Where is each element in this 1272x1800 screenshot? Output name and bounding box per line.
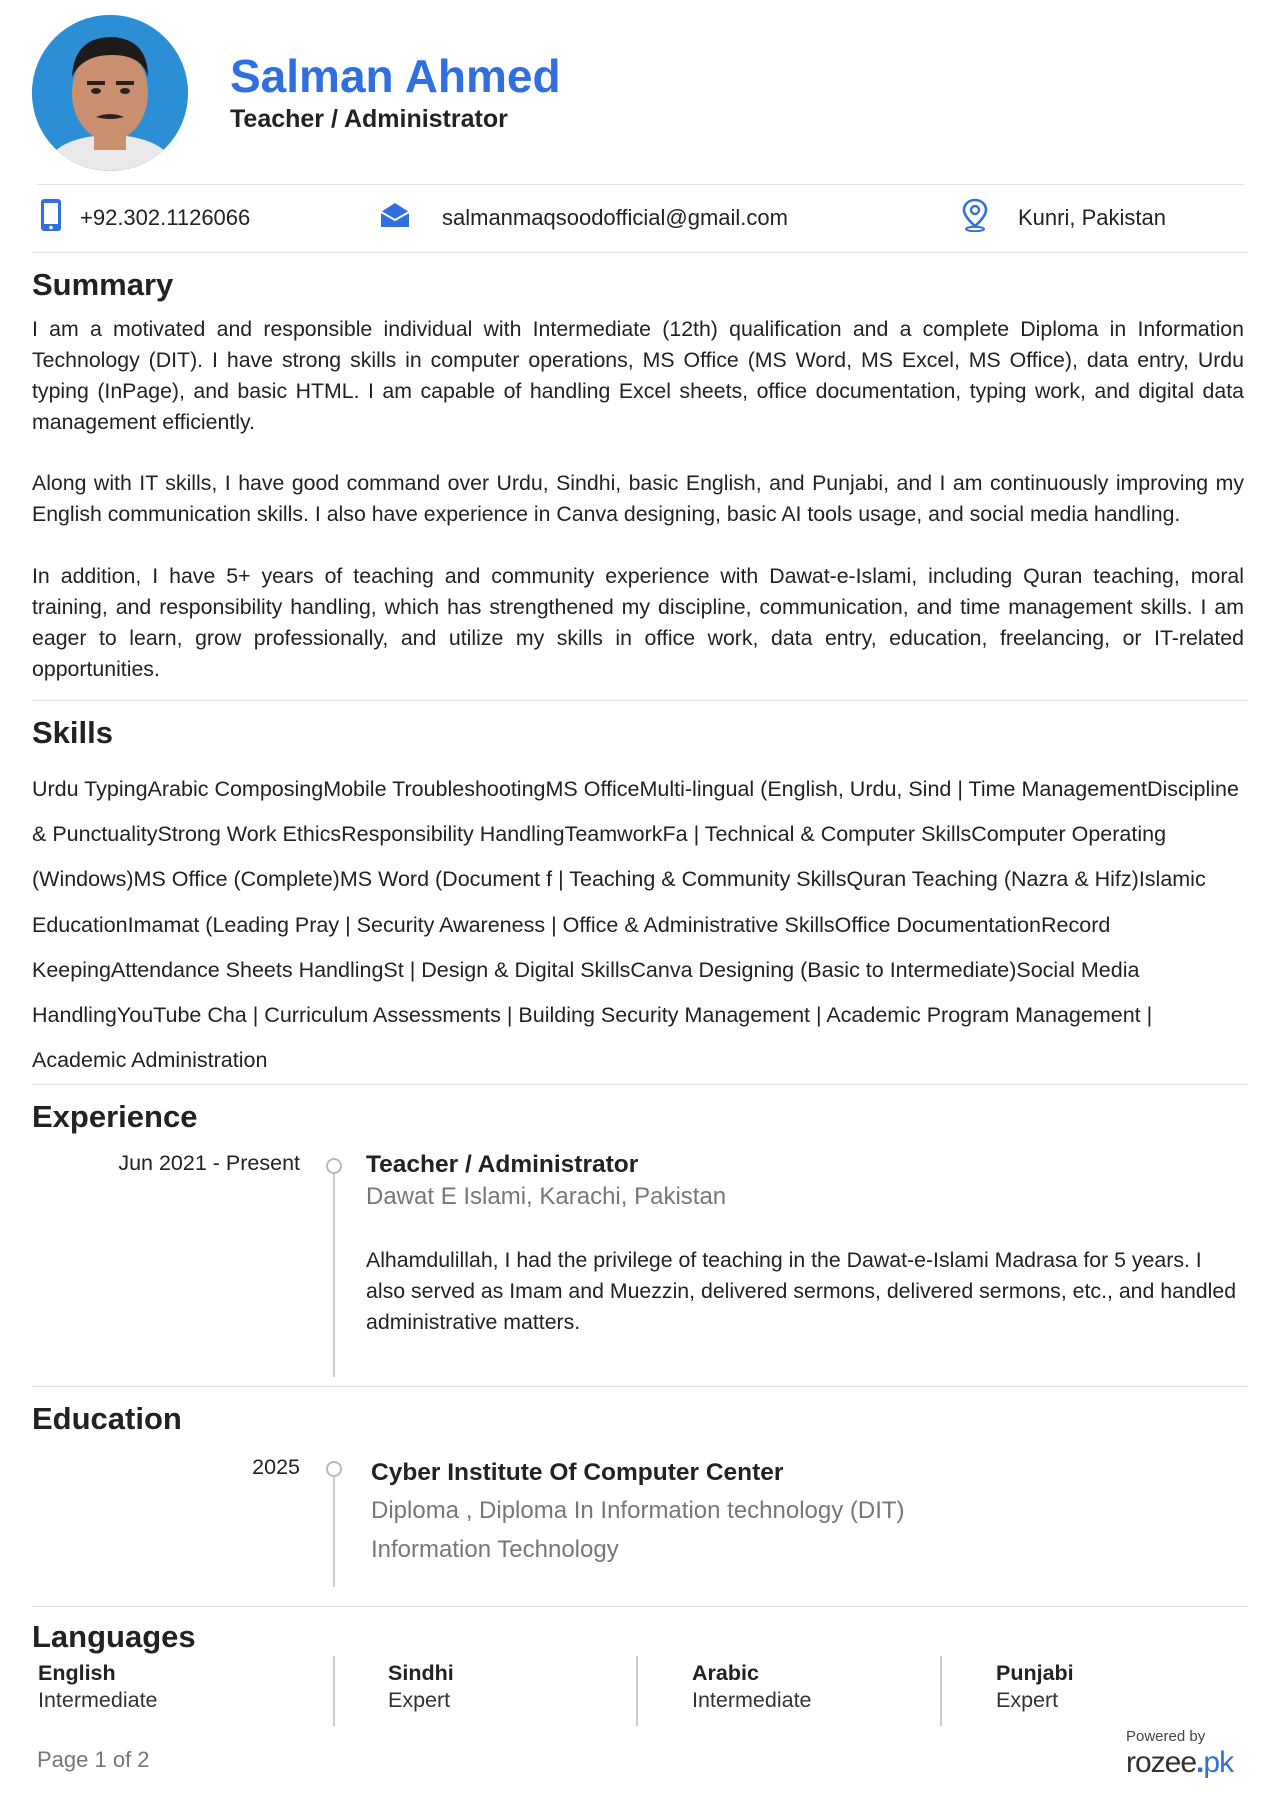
summary-paragraph: I am a motivated and responsible individual with Intermediate (12th) qualification and a complete Diploma in Information Technology (DIT). I have strong skills in computer operations, MS Office (MS Word, MS Excel, MS Office), data entry, Urdu typing (InPage), and basic HTML. I am capable of handling Excel sheets, office documentation, typing work, and digital data management efficiently. <box>32 317 1244 434</box>
language-name: English <box>38 1661 116 1685</box>
email-address[interactable]: salmanmaqsoodofficial@gmail.com <box>442 205 788 230</box>
rozee-logo[interactable] <box>1126 1746 1233 1780</box>
field-of-study: Information Technology <box>371 1536 619 1563</box>
institute-name: Cyber Institute Of Computer Center <box>371 1459 784 1486</box>
company-name: Dawat E Islami, Karachi, Pakistan <box>366 1183 727 1210</box>
language-level: Intermediate <box>692 1688 812 1712</box>
timeline-dot <box>326 1461 342 1477</box>
candidate-role: Teacher / Administrator <box>230 105 508 133</box>
skills-heading: Skills <box>32 715 113 750</box>
divider <box>32 700 1248 701</box>
language-item <box>388 1660 454 1714</box>
page-number: Page 1 of 2 <box>37 1747 150 1772</box>
divider <box>32 1386 1248 1387</box>
language-item <box>38 1660 158 1714</box>
divider <box>37 184 1244 185</box>
summary-paragraph: Along with IT skills, I have good command over Urdu, Sindhi, basic English, and Punjabi, and I am continuously improving my English communication skills. I also have experience in Canva designing, basic AI tools usage, and social media handling. <box>32 471 1244 526</box>
summary-paragraph: In addition, I have 5+ years of teaching and community experience with Dawat-e-Islami, including Quran teaching, moral training, and responsibility handling, which has strengthened my discipline, communication, and time management skills. I am eager to learn, grow professionally, and utilize my skills in office work, data entry, education, freelancing, or IT-related opportunities. <box>32 564 1244 681</box>
job-title: Teacher / Administrator <box>366 1151 639 1178</box>
contact-location <box>962 198 1166 238</box>
language-separator <box>940 1656 942 1726</box>
language-name: Punjabi <box>996 1661 1074 1685</box>
brand-main: rozee <box>1126 1746 1197 1779</box>
timeline-dot <box>326 1158 342 1174</box>
experience-date: Jun 2021 - Present <box>118 1151 300 1175</box>
contact-phone <box>40 198 250 238</box>
phone-icon <box>40 198 62 238</box>
envelope-icon <box>380 202 410 234</box>
experience-heading: Experience <box>32 1099 198 1134</box>
language-separator <box>636 1656 638 1726</box>
avatar <box>32 15 188 171</box>
divider <box>32 1606 1248 1607</box>
language-separator <box>333 1656 335 1726</box>
language-item <box>996 1660 1074 1714</box>
divider <box>32 252 1248 253</box>
degree-name: Diploma , Diploma In Information technology (DIT) <box>371 1497 905 1524</box>
phone-number[interactable]: +92.302.1126066 <box>80 205 251 230</box>
language-item <box>692 1660 812 1714</box>
map-pin-icon <box>962 198 988 238</box>
timeline-line <box>333 1477 335 1587</box>
language-name: Sindhi <box>388 1661 454 1685</box>
education-heading: Education <box>32 1401 182 1436</box>
profile-photo <box>32 15 188 171</box>
language-level: Intermediate <box>38 1688 158 1712</box>
language-level: Expert <box>388 1688 451 1712</box>
powered-by-label: Powered by <box>1126 1728 1206 1745</box>
brand-dot: . <box>1196 1746 1204 1779</box>
summary-heading: Summary <box>32 267 174 302</box>
job-description: Alhamdulillah, I had the privilege of teaching in the Dawat-e-Islami Madrasa for 5 years. I also served as Imam and Muezzin, delivered sermons, delivered sermons, etc., and handled administrative matters. <box>366 1248 1237 1334</box>
languages-heading: Languages <box>32 1619 196 1654</box>
divider <box>32 1084 1248 1085</box>
candidate-name: Salman Ahmed <box>230 50 561 102</box>
education-date: 2025 <box>252 1455 300 1479</box>
language-name: Arabic <box>692 1661 759 1685</box>
timeline-line <box>333 1171 335 1377</box>
skills-list: Urdu TypingArabic ComposingMobile TroubleshootingMS OfficeMulti-lingual (English, Urdu, Sind | Time ManagementDiscipline & PunctualityStrong Work EthicsResponsibility HandlingTeamworkFa | Technical & Computer SkillsComputer Operating (Windows)MS Office (Complete)MS Word (Document f | Teaching & Community SkillsQuran Teaching (Nazra & Hifz)Islamic EducationImamat (Leading Pray | Security Awareness | Office & Administrative SkillsOffice DocumentationRecord KeepingAttendance Sheets HandlingSt | Design & Digital SkillsCanva Designing (Basic to Intermediate)Social Media HandlingYouTube Cha | Curriculum Assessments | Building Security Management | Academic Program Management | Academic Administration <box>32 777 1239 1073</box>
brand-tld: pk <box>1203 1746 1234 1779</box>
location-text: Kunri, Pakistan <box>1018 205 1166 230</box>
contact-email <box>380 198 788 238</box>
language-level: Expert <box>996 1688 1059 1712</box>
